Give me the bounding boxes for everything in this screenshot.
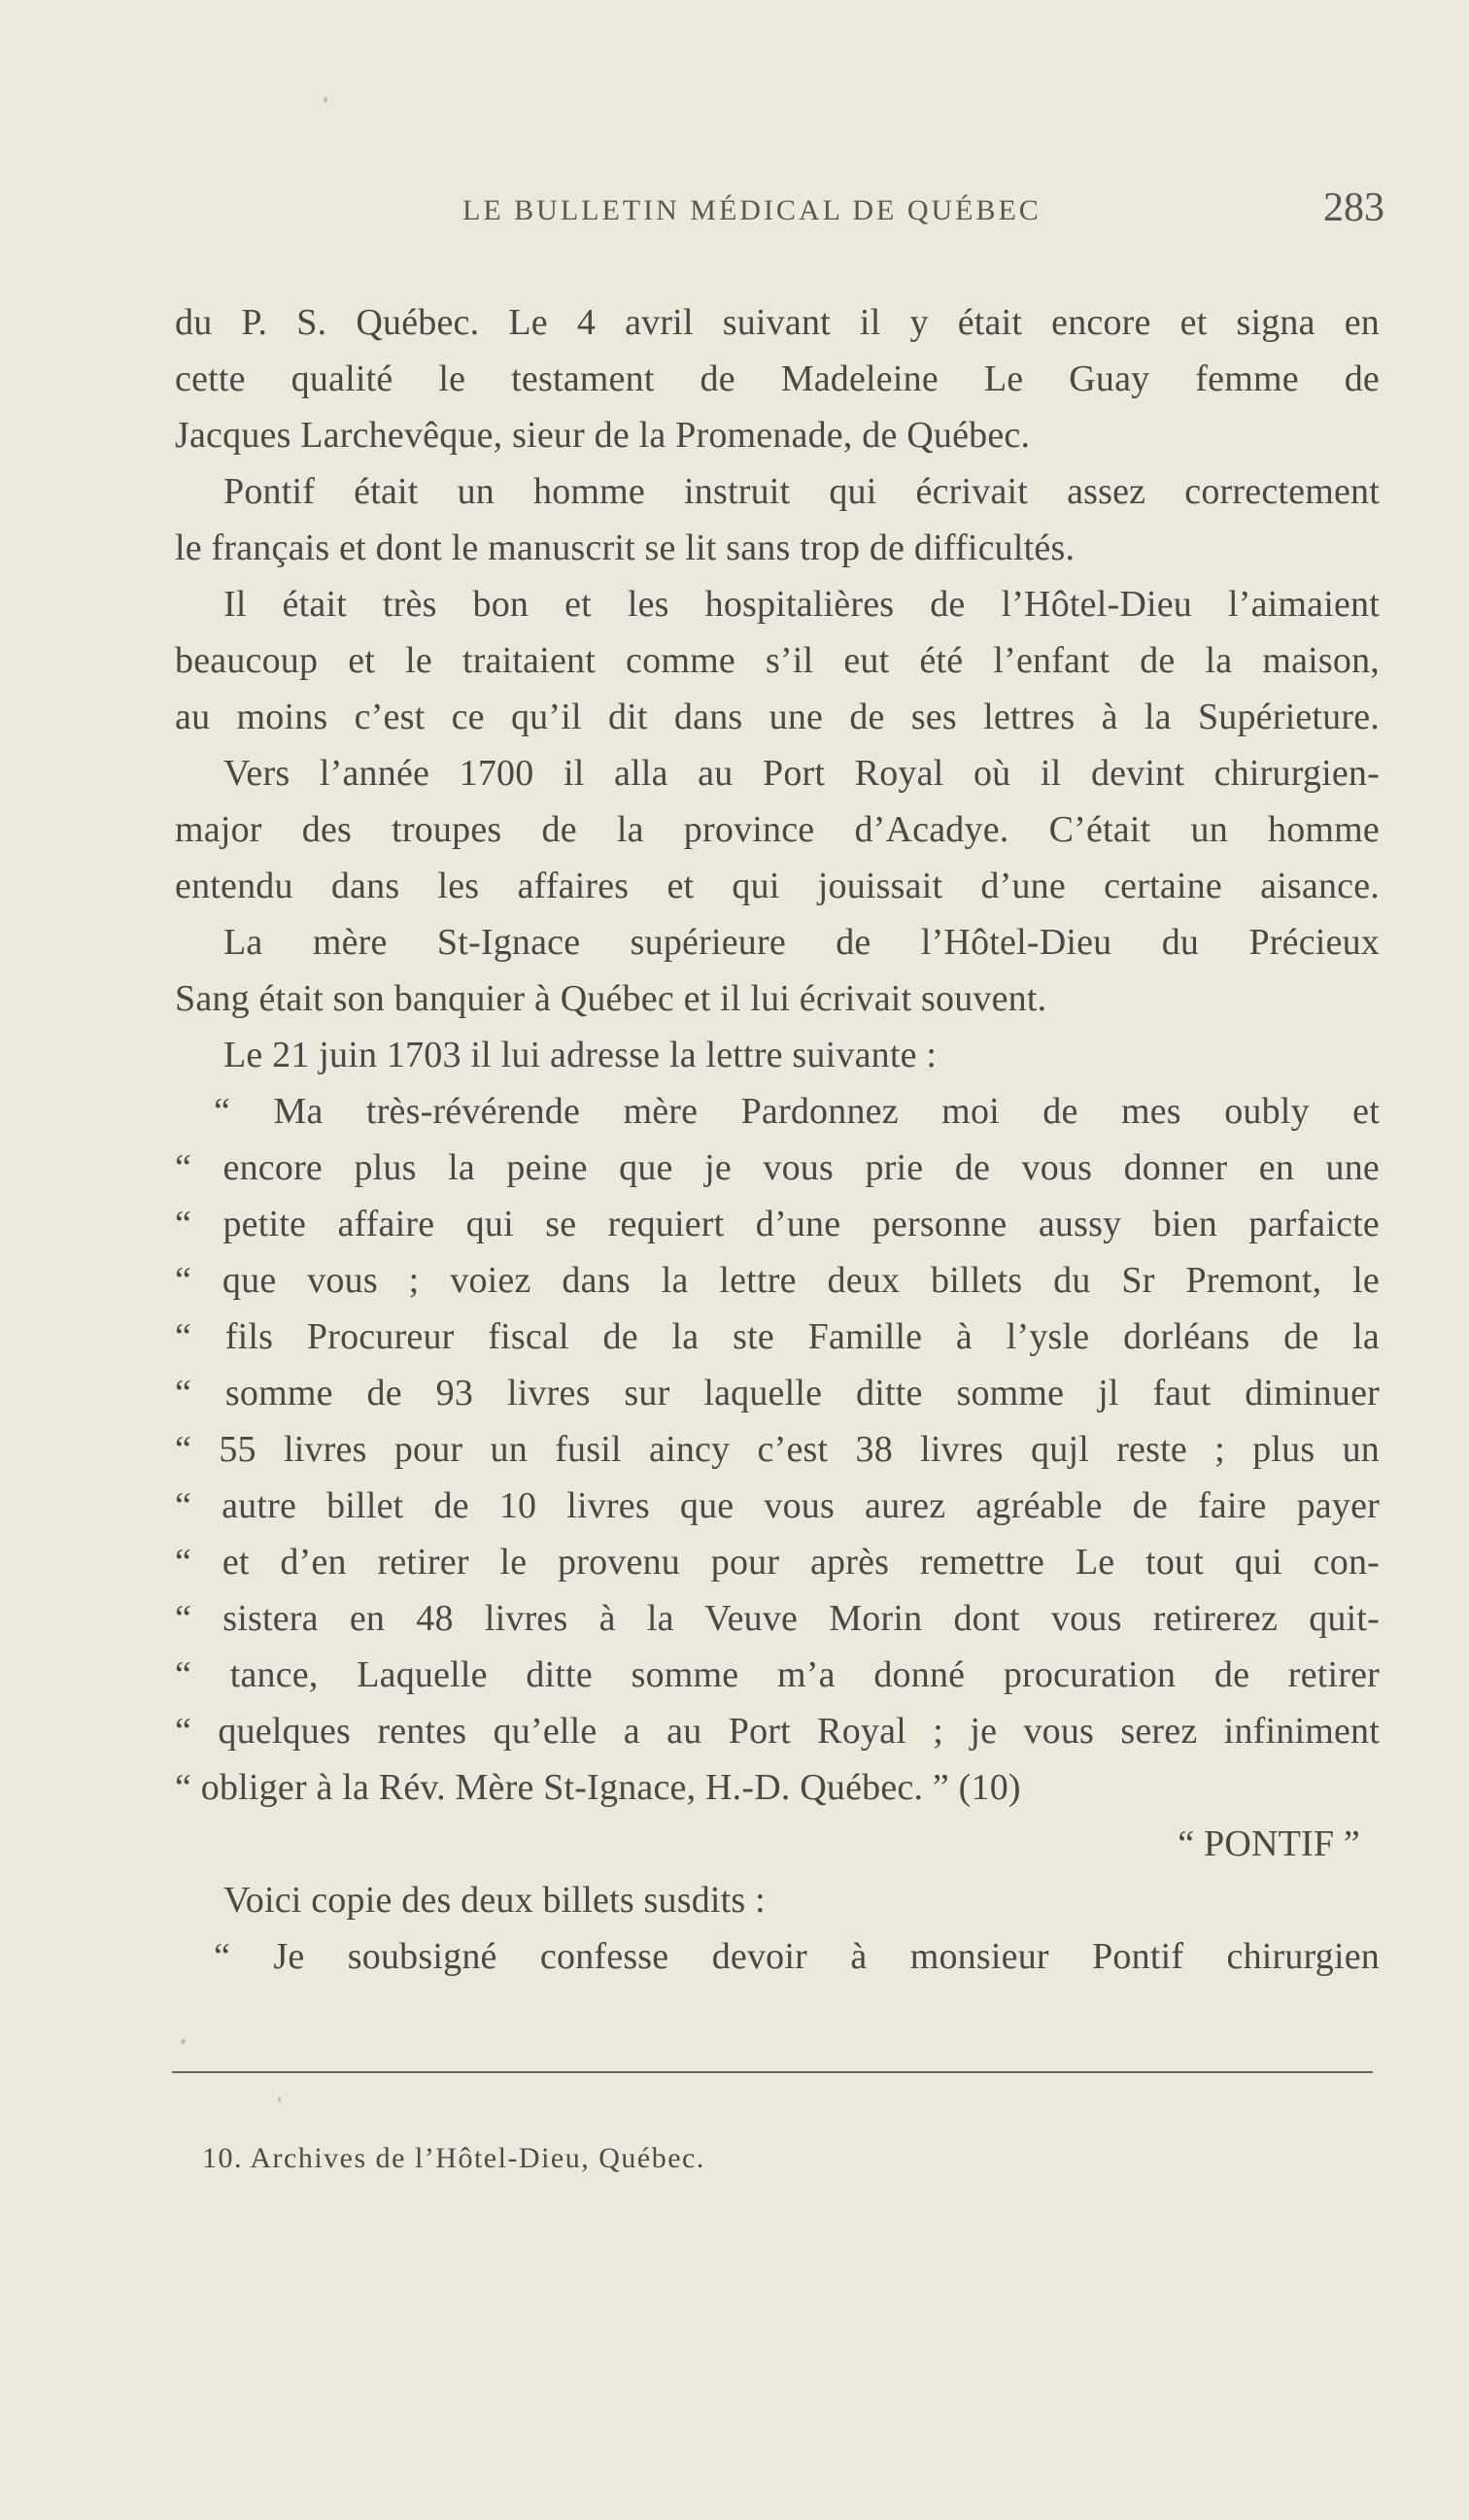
text-line: le français et dont le manuscrit se lit sans trop de difficultés. [175, 528, 1076, 568]
quote-line: “ 55 livres pour un fusil aincy c’est 38 livres qujl reste ; plus un [175, 1429, 1380, 1470]
paper-speck [181, 2039, 186, 2044]
quote-line: “ Je soubsigné confesse devoir à monsieur Pontif chirurgien [214, 1936, 1380, 1977]
quote-line: “ petite affaire qui se requiert d’une personne aussy bien parfaicte [175, 1204, 1380, 1244]
text-line: cette qualité le testament de Madeleine Le Guay femme de [175, 358, 1380, 399]
page-header [175, 186, 1384, 239]
running-title: LE BULLETIN MÉDICAL DE QUÉBEC [462, 194, 1042, 226]
text-line: Vers l’année 1700 il alla au Port Royal où il devint chirurgien- [223, 753, 1380, 794]
page-number: 283 [1323, 186, 1384, 230]
text-line: Sang était son banquier à Québec et il lui écrivait souvent. [175, 978, 1047, 1019]
text-line: Il était très bon et les hospitalières de l’Hôtel-Dieu l’aimaient [223, 584, 1380, 625]
quote-line: “ encore plus la peine que je vous prie de vous donner en une [175, 1147, 1380, 1188]
text-line: Pontif était un homme instruit qui écrivait assez correctement [223, 471, 1380, 512]
body-text [175, 294, 1380, 1985]
text-line: La mère St-Ignace supérieure de l’Hôtel-Dieu du Précieux [223, 922, 1380, 963]
footnote-divider [172, 2071, 1373, 2073]
quote-line: “ et d’en retirer le provenu pour après remettre Le tout qui con- [175, 1542, 1380, 1583]
quote-line: “ que vous ; voiez dans la lettre deux billets du Sr Premont, le [175, 1260, 1380, 1301]
paper-speck [324, 97, 327, 103]
text-line: beaucoup et le traitaient comme s’il eut été l’enfant de la maison, [175, 640, 1380, 681]
quote-line: “ fils Procureur fiscal de la ste Famille à l’ysle dorléans de la [175, 1316, 1380, 1357]
quote-line: “ quelques rentes qu’elle a au Port Royal ; je vous serez infiniment [175, 1711, 1380, 1752]
quote-line: “ somme de 93 livres sur laquelle ditte somme jl faut diminuer [175, 1373, 1380, 1413]
text-line: Le 21 juin 1703 il lui adresse la lettre suivante : [223, 1035, 938, 1075]
text-line: entendu dans les affaires et qui jouissait d’une certaine aisance. [175, 866, 1380, 906]
quote-line: “ Ma très-révérende mère Pardonnez moi de mes oubly et [214, 1091, 1380, 1132]
quote-line: “ autre billet de 10 livres que vous aurez agréable de faire payer [175, 1485, 1380, 1526]
quote-line: “ tance, Laquelle ditte somme m’a donné procuration de retirer [175, 1654, 1380, 1695]
quote-line: “ obliger à la Rév. Mère St-Ignace, H.-D. Québec. ” (10) [175, 1767, 1021, 1808]
quote-line: “ sistera en 48 livres à la Veuve Morin dont vous retirerez quit- [175, 1598, 1380, 1639]
paper-speck [278, 2096, 281, 2102]
text-line: major des troupes de la province d’Acadye. C’était un homme [175, 809, 1380, 850]
signature-line: “ PONTIF ” [1178, 1823, 1360, 1864]
footnote: 10. Archives de l’Hôtel-Dieu, Québec. [202, 2142, 705, 2174]
text-line: au moins c’est ce qu’il dit dans une de ses lettres à la Supérieture. [175, 697, 1380, 737]
text-line: Jacques Larchevêque, sieur de la Promenade, de Québec. [175, 415, 1031, 456]
text-line: du P. S. Québec. Le 4 avril suivant il y était encore et signa en [175, 302, 1380, 343]
text-line: Voici copie des deux billets susdits : [223, 1880, 766, 1921]
